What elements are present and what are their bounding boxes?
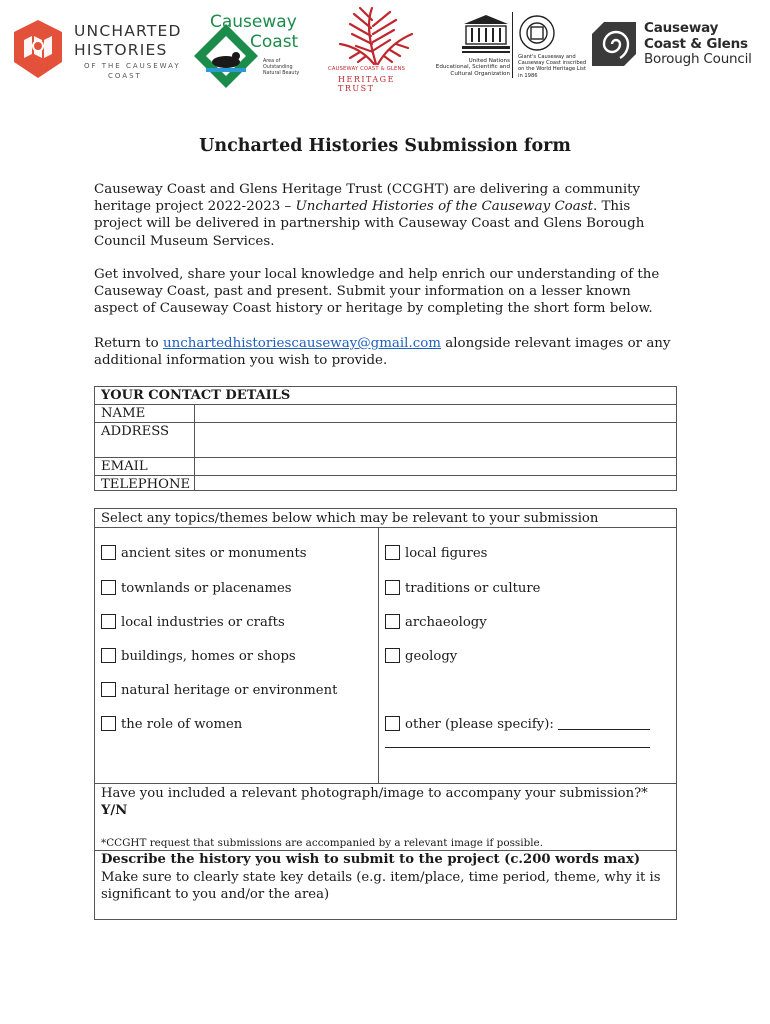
checkbox-icon[interactable]	[385, 545, 400, 560]
describe-heading: Describe the history you wish to submit to the project (c.200 words max)	[101, 852, 641, 867]
checkbox-label: townlands or placenames	[121, 581, 292, 596]
telephone-row	[95, 475, 676, 491]
email-link[interactable]: unchartedhistoriescauseway@gmail.com	[163, 336, 441, 351]
checkbox-local-industries[interactable]	[101, 614, 285, 630]
checkbox-archaeology[interactable]	[385, 614, 487, 630]
logo-text: Area of Outstanding Natural Beauty	[263, 59, 300, 76]
photo-question: Have you included a relevant photograph/image to accompany your submission?*	[101, 786, 648, 801]
address-row	[95, 422, 676, 457]
world-heritage-icon	[518, 14, 556, 52]
divider	[95, 850, 676, 851]
divider	[95, 527, 676, 528]
checkbox-natural-heritage[interactable]	[101, 682, 337, 698]
checkbox-label: natural heritage or environment	[121, 683, 338, 698]
checkbox-role-of-women[interactable]	[101, 716, 242, 732]
checkbox-traditions[interactable]	[385, 580, 540, 596]
checkbox-icon[interactable]	[385, 614, 400, 629]
checkbox-icon[interactable]	[385, 580, 400, 595]
logo-header	[0, 0, 770, 100]
checkbox-icon[interactable]	[101, 682, 116, 697]
temple-icon	[462, 14, 510, 54]
address-label: ADDRESS	[101, 424, 170, 439]
logo-text: Causeway	[210, 12, 297, 32]
describe-instructions: Make sure to clearly state key details (e.g. item/place, time period, theme, why it is significant to you and/or the area)	[101, 870, 661, 902]
checkbox-icon[interactable]	[101, 648, 116, 663]
map-pin-icon	[10, 18, 66, 80]
logo-text: Causeway	[644, 20, 719, 36]
checkbox-label: traditions or culture	[405, 581, 541, 596]
column-divider	[194, 404, 195, 491]
checkbox-icon[interactable]	[385, 648, 400, 663]
logo-text: Coast & Glens	[644, 36, 748, 52]
causeway-coast-aonb-logo	[192, 10, 312, 88]
logo-text: HISTORIES	[74, 41, 168, 59]
telephone-label: TELEPHONE	[101, 477, 191, 492]
name-label: NAME	[101, 406, 146, 421]
topics-table	[94, 508, 677, 920]
checkbox-label: local industries or crafts	[121, 615, 285, 630]
logo-text: CAUSEWAY COAST & GLENS	[328, 66, 406, 72]
spiral-icon	[590, 20, 638, 68]
return-paragraph	[94, 335, 679, 369]
checkbox-geology[interactable]	[385, 648, 457, 664]
intro-paragraph	[94, 181, 679, 250]
checkbox-label: the role of women	[121, 717, 243, 732]
return-text: alongside relevant images or any additional information you wish to provide.	[94, 336, 671, 369]
logo-text: UNCHARTED	[74, 22, 182, 40]
checkbox-label: ancient sites or monuments	[121, 546, 307, 561]
page-title: Uncharted Histories Submission form	[199, 136, 571, 156]
checkbox-label: archaeology	[405, 615, 487, 630]
other-specify-field-line2[interactable]	[385, 747, 650, 748]
photo-note: *CCGHT request that submissions are accompanied by a relevant image if possible.	[101, 837, 544, 849]
unesco-logo	[434, 10, 587, 82]
involvement-paragraph: Get involved, share your local knowledge and help enrich our understanding of the Causeway Coast, past and present. Submit your information on a lesser known aspect of Causeway Coast history or heritage by completing the short form below.	[94, 267, 660, 317]
uncharted-histories-logo	[8, 14, 188, 84]
logo-text: United Nations Educational, Scientific and Cultural Organization	[435, 58, 510, 77]
checkbox-local-figures[interactable]	[385, 545, 487, 561]
other-specify-field[interactable]	[558, 729, 650, 730]
checkbox-icon[interactable]	[101, 580, 116, 595]
intro-text: . This project will be delivered in partnership with Causeway Coast and Glens Borough Council Museum Services.	[94, 199, 645, 249]
logo-text: HERITAGE TRUST	[338, 75, 395, 93]
checkbox-icon[interactable]	[101, 614, 116, 629]
checkbox-label: geology	[405, 649, 458, 664]
checkbox-buildings[interactable]	[101, 648, 296, 664]
checkbox-icon[interactable]	[101, 545, 116, 560]
logo-text: COAST	[108, 72, 142, 80]
contact-details-table	[94, 386, 677, 491]
checkbox-label: other (please specify):	[405, 717, 554, 732]
topics-header: Select any topics/themes below which may be relevant to your submission	[101, 511, 599, 526]
checkbox-label: buildings, homes or shops	[121, 649, 296, 664]
photo-yes-no[interactable]: Y/N	[101, 803, 128, 818]
project-name: Uncharted Histories of the Causeway Coast	[295, 199, 593, 215]
intro-text: Causeway Coast and Glens Heritage Trust (CCGHT) are delivering a community heritage project 2022-2023 –	[94, 182, 641, 215]
logo-text: OF THE CAUSEWAY	[84, 62, 181, 70]
checkbox-townlands[interactable]	[101, 580, 292, 596]
name-row	[95, 404, 676, 422]
return-text: Return to	[94, 336, 163, 351]
council-logo	[590, 18, 760, 72]
checkbox-icon[interactable]	[385, 716, 400, 731]
divider	[95, 783, 676, 784]
email-label: EMAIL	[101, 459, 148, 474]
fern-icon	[326, 4, 426, 66]
heritage-trust-logo	[326, 4, 426, 93]
logo-text: Borough Council	[644, 51, 752, 67]
checkbox-icon[interactable]	[101, 716, 116, 731]
checkbox-other[interactable]	[385, 716, 650, 732]
column-divider	[378, 527, 379, 783]
contact-header: YOUR CONTACT DETAILS	[101, 388, 291, 403]
checkbox-ancient-sites[interactable]	[101, 545, 307, 561]
divider	[512, 12, 513, 78]
logo-text: Giant's Causeway and Causeway Coast inscribed on the World Heritage List in 1986	[518, 54, 587, 79]
email-row	[95, 457, 676, 475]
logo-text: Coast	[250, 32, 299, 52]
checkbox-label: local figures	[405, 546, 488, 561]
